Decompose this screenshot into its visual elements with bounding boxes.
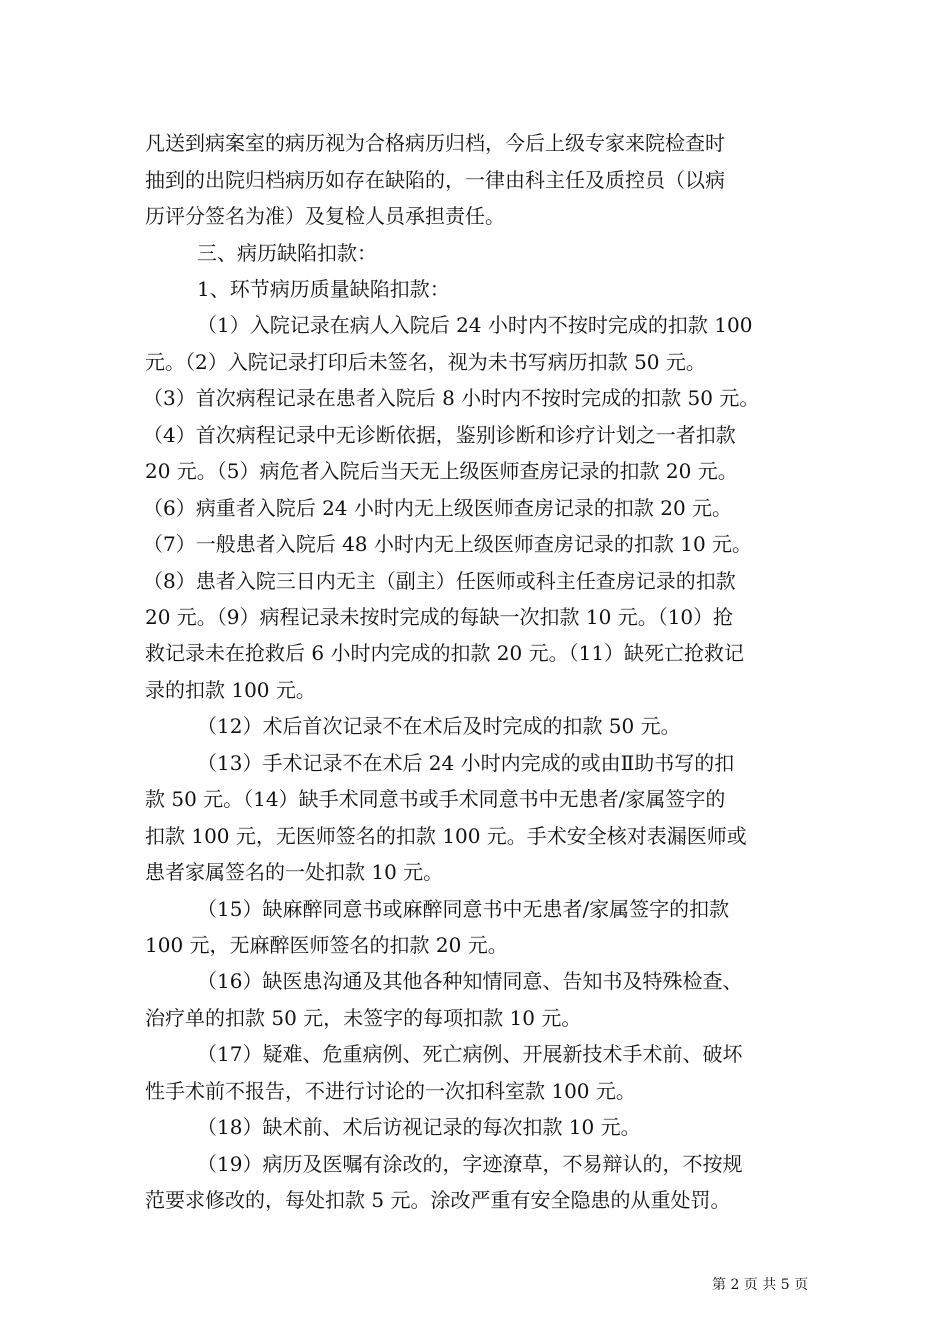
text-line-2: 抽到的出院归档病历如存在缺陷的，一律由科主任及质控员（以病 [145,168,725,192]
text-line-29: （19）病历及医嘱有涂改的，字迹潦草，不易辩认的，不按规 [197,1152,743,1176]
text-line-18: （13）手术记录不在术后 24 小时内完成的或由Ⅱ助书写的扣 [197,751,735,775]
page-number: 第 2 页 共 5 页 [712,1277,809,1293]
text-line-14: 20 元。（9）病程记录未按时完成的每缺一次扣款 10 元。（10）抢 [145,605,734,629]
subsection-heading: 1、环节病历质量缺陷扣款： [197,277,450,301]
text-line-24: （16）缺医患沟通及其他各种知情同意、告知书及特殊检查、 [197,969,743,993]
text-line-6: （1）入院记录在病人入院后 24 小时内不按时完成的扣款 100 [197,313,753,337]
text-line-19: 款 50 元。（14）缺手术同意书或手术同意书中无患者/家属签字的 [145,787,726,811]
text-line-9: （4）首次病程记录中无诊断依据，鉴别诊断和诊疗计划之一者扣款 [143,423,736,447]
text-line-30: 范要求修改的，每处扣款 5 元。涂改严重有安全隐患的从重处罚。 [145,1188,731,1212]
section-heading: 三、病历缺陷扣款： [197,241,377,265]
text-line-12: （7）一般患者入院后 48 小时内无上级医师查房记录的扣款 10 元。 [143,532,753,556]
text-line-7: 元。（2）入院记录打印后未签名，视为未书写病历扣款 50 元。 [145,350,706,374]
text-line-25: 治疗单的扣款 50 元，未签字的每项扣款 10 元。 [145,1006,582,1030]
text-line-8: （3）首次病程记录在患者入院后 8 小时内不按时完成的扣款 50 元。 [143,386,760,410]
text-line-20: 扣款 100 元，无医师签名的扣款 100 元。手术安全核对表漏医师或 [145,824,747,848]
text-line-15: 救记录未在抢救后 6 小时内完成的扣款 20 元。（11）缺死亡抢救记 [145,641,745,665]
text-line-17: （12）术后首次记录不在术后及时完成的扣款 50 元。 [197,714,681,738]
text-line-23: 100 元，无麻醉医师签名的扣款 20 元。 [145,933,508,957]
text-line-13: （8）患者入院三日内无主（副主）任医师或科主任查房记录的扣款 [143,569,736,593]
text-line-3: 历评分签名为准）及复检人员承担责任。 [145,204,505,228]
text-line-16: 录的扣款 100 元。 [145,678,316,702]
text-line-28: （18）缺术前、术后访视记录的每次扣款 10 元。 [197,1115,641,1139]
text-line-1: 凡送到病案室的病历视为合格病历归档，今后上级专家来院检查时 [145,131,725,155]
text-line-21: 患者家属签名的一处扣款 10 元。 [145,860,444,884]
text-line-26: （17）疑难、危重病例、死亡病例、开展新技术手术前、破坏 [197,1042,743,1066]
text-line-22: （15）缺麻醉同意书或麻醉同意书中无患者/家属签字的扣款 [197,897,730,921]
text-line-27: 性手术前不报告，不进行讨论的一次扣科室款 100 元。 [145,1079,636,1103]
text-line-11: （6）病重者入院后 24 小时内无上级医师查房记录的扣款 20 元。 [143,496,733,520]
text-line-10: 20 元。（5）病危者入院后当天无上级医师查房记录的扣款 20 元。 [145,459,738,483]
